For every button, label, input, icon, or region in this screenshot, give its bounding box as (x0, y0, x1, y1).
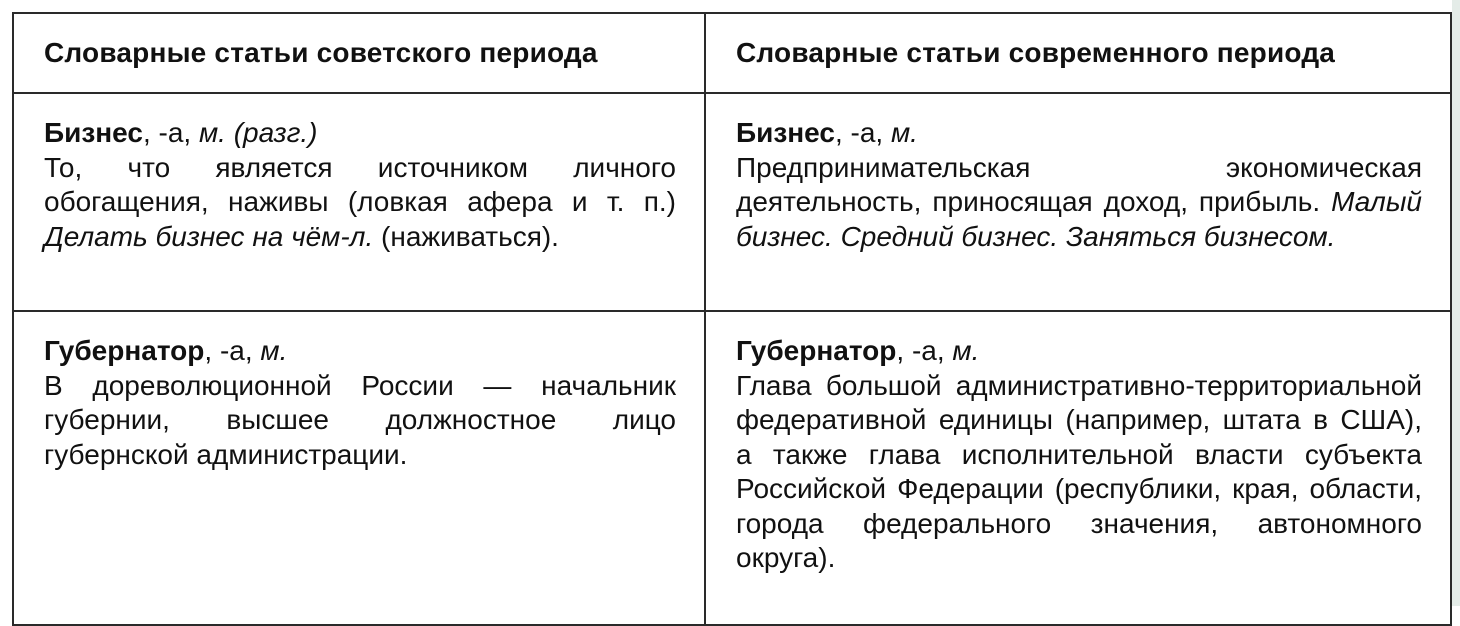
entry-head (44, 116, 676, 151)
definition (44, 369, 676, 473)
entry-soviet-business (13, 93, 705, 311)
headword: Губернатор (44, 335, 205, 366)
definition (736, 151, 1422, 255)
usage-example: Делать бизнес на чём-л. (44, 220, 374, 252)
table-row (13, 93, 1451, 311)
definition (44, 151, 676, 255)
definition-text: В дореволюционной России — начальник губернии, высшее должностное лицо губернской администрации. (44, 369, 676, 470)
grammar-note: , -а, (896, 335, 953, 366)
dictionary-comparison-table (12, 12, 1452, 626)
header-soviet-period: Словарные статьи советского периода (13, 13, 705, 93)
definition-note: (наживаться). (373, 220, 559, 252)
entry-soviet-governor (13, 311, 705, 625)
table-row (13, 311, 1451, 625)
entry-head (736, 116, 1422, 151)
headword: Бизнес (736, 117, 835, 148)
entry-modern-business (705, 93, 1451, 311)
definition-text: Глава большой административно-территориальной федеративной единицы (например, штата в США), а также глава исполнительной власти субъекта Российской Федерации (республики, края, области, города федерального значения, автономного округа). (736, 369, 1422, 573)
page-edge-strip (1452, 0, 1460, 606)
usage-marks: м. (разг.) (198, 117, 318, 148)
table-header-row (13, 13, 1451, 93)
headword: Губернатор (736, 335, 897, 366)
definition (736, 369, 1422, 576)
definition-text: Предпринимательская экономическая деятельность, приносящая доход, прибыль. (736, 151, 1422, 217)
entry-modern-governor (705, 311, 1451, 625)
definition-text: То, что является источником личного обогащения, наживы (ловкая афера и т. п.) (44, 151, 676, 217)
usage-example: Малый бизнес. Средний бизнес. Заняться бизнесом. (736, 186, 1422, 252)
header-modern-period: Словарные статьи современного периода (705, 13, 1451, 93)
entry-head (736, 334, 1422, 369)
entry-head (44, 334, 676, 369)
usage-marks: м. (890, 117, 918, 148)
grammar-note: , -а, (834, 117, 891, 148)
grammar-note: , -а, (204, 335, 261, 366)
usage-marks: м. (952, 335, 980, 366)
grammar-note: , -а, (142, 117, 199, 148)
headword: Бизнес (44, 117, 143, 148)
usage-marks: м. (260, 335, 288, 366)
